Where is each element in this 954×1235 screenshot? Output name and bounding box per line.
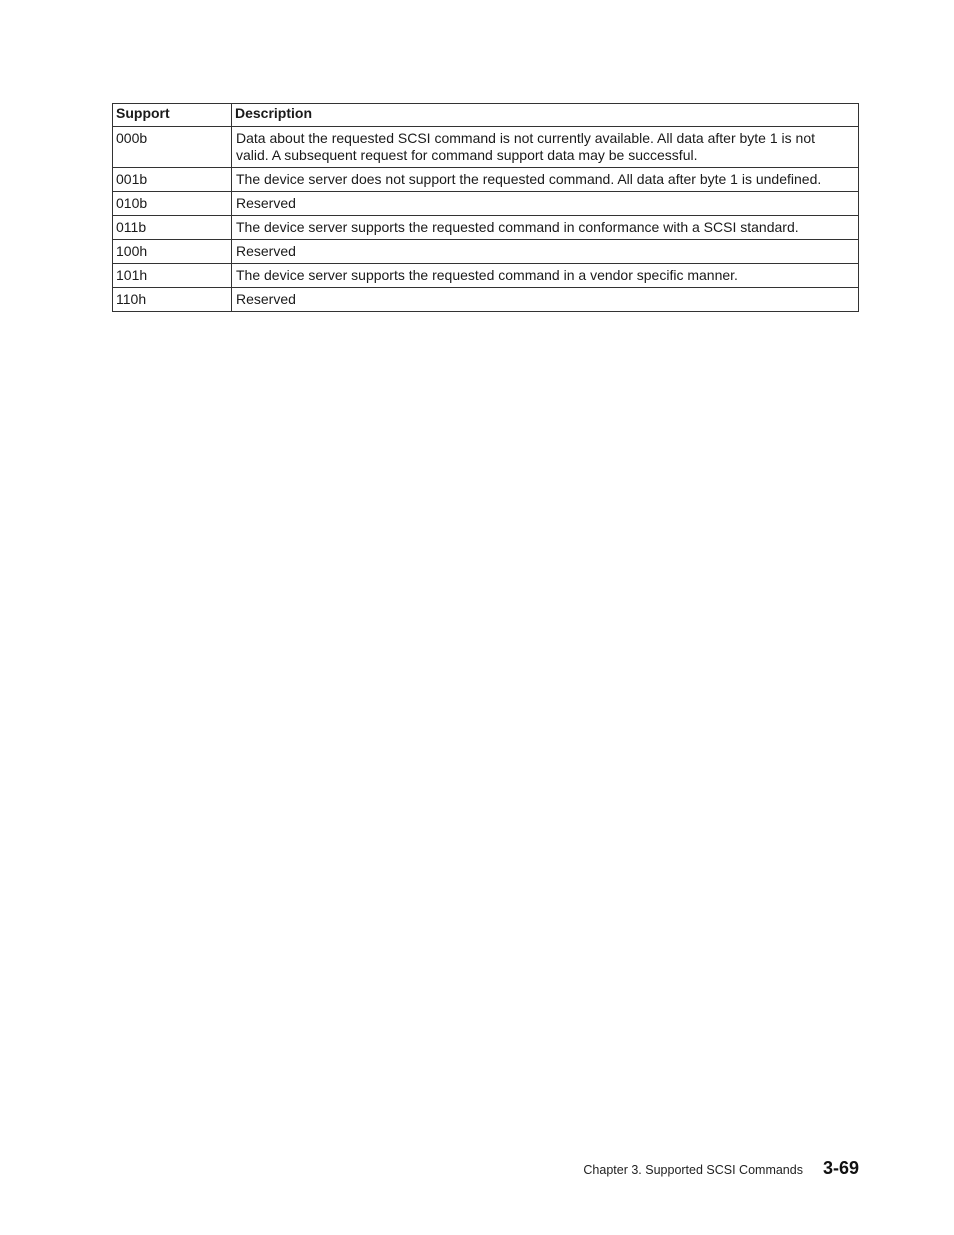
description-cell: Data about the requested SCSI command is not currently available. All data after byte 1 is not valid. A subsequent request for command support data may be successful. bbox=[232, 127, 859, 168]
header-row bbox=[113, 104, 859, 127]
header-description: Description bbox=[232, 104, 859, 127]
header-support: Support bbox=[113, 104, 232, 127]
support-cell: 100h bbox=[113, 240, 232, 264]
support-cell: 101h bbox=[113, 264, 232, 288]
footer-chapter-title: Chapter 3. Supported SCSI Commands bbox=[583, 1163, 803, 1177]
description-cell: Reserved bbox=[232, 288, 859, 312]
table-header bbox=[113, 104, 859, 127]
table-row bbox=[113, 264, 859, 288]
table-row bbox=[113, 168, 859, 192]
support-cell: 010b bbox=[113, 192, 232, 216]
description-cell: Reserved bbox=[232, 240, 859, 264]
support-table bbox=[112, 103, 859, 312]
table-row bbox=[113, 216, 859, 240]
support-cell: 011b bbox=[113, 216, 232, 240]
page-number: 3-69 bbox=[822, 1158, 859, 1178]
table-row bbox=[113, 240, 859, 264]
description-cell: The device server supports the requested command in conformance with a SCSI standard. bbox=[232, 216, 859, 240]
description-cell: The device server supports the requested command in a vendor specific manner. bbox=[232, 264, 859, 288]
page-footer bbox=[583, 1158, 859, 1179]
support-cell: 000b bbox=[113, 127, 232, 168]
description-cell: The device server does not support the requested command. All data after byte 1 is undefined. bbox=[232, 168, 859, 192]
support-cell: 110h bbox=[113, 288, 232, 312]
support-cell: 001b bbox=[113, 168, 232, 192]
table-body bbox=[113, 127, 859, 312]
table-row bbox=[113, 192, 859, 216]
table-row bbox=[113, 288, 859, 312]
table-row bbox=[113, 127, 859, 168]
description-cell: Reserved bbox=[232, 192, 859, 216]
